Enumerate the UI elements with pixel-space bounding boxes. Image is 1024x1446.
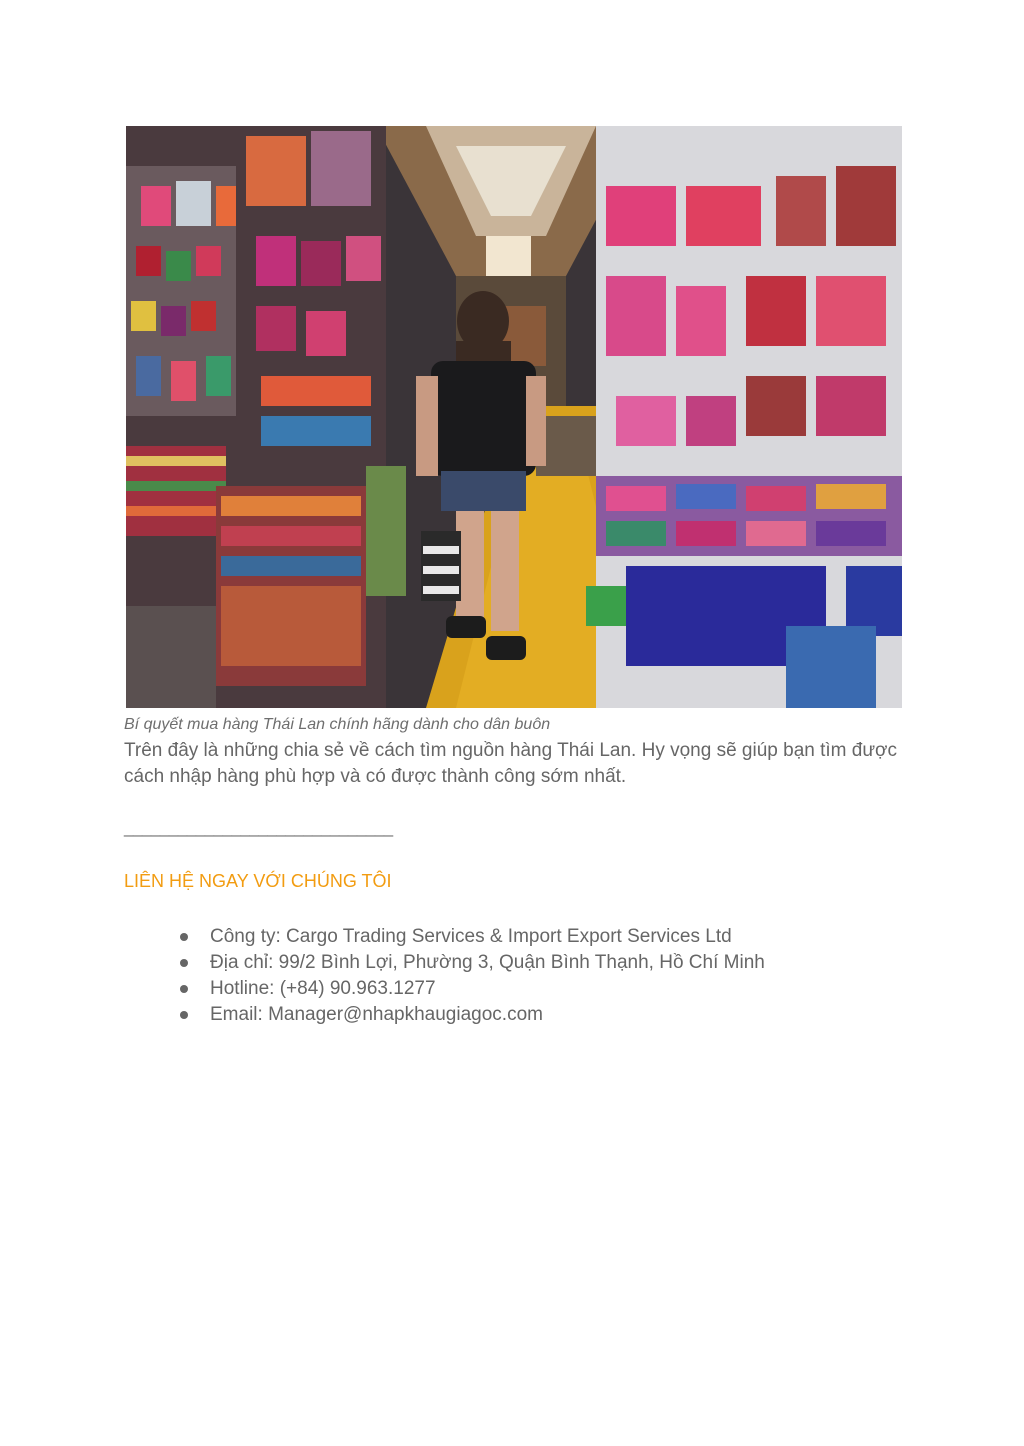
contact-item-label: Địa chỉ: 99/2 Bình Lợi, Phường 3, Quận Bình Thạnh, Hồ Chí Minh — [210, 952, 765, 973]
contact-item-company — [180, 924, 765, 950]
contact-list — [180, 924, 765, 1028]
contact-item-label: Hotline: (+84) 90.963.1277 — [210, 978, 436, 999]
bullet-icon — [180, 933, 188, 941]
contact-item-email — [180, 1002, 765, 1028]
bullet-icon — [180, 1011, 188, 1019]
contact-item-hotline — [180, 976, 765, 1002]
contact-heading: LIÊN HỆ NGAY VỚI CHÚNG TÔI — [124, 871, 392, 891]
market-photo — [126, 126, 902, 708]
image-caption: Bí quyết mua hàng Thái Lan chính hãng dành cho dân buôn — [124, 716, 551, 733]
bullet-icon — [180, 959, 188, 967]
contact-item-label: Công ty: Cargo Trading Services & Import Export Services Ltd — [210, 926, 732, 947]
separator-line: ______________________________ — [124, 818, 393, 837]
bullet-icon — [180, 985, 188, 993]
market-stalls-photo-icon — [126, 126, 902, 708]
contact-item-label: Email: Manager@nhapkhaugiagoc.com — [210, 1004, 543, 1025]
contact-item-address — [180, 950, 765, 976]
closing-paragraph: Trên đây là những chia sẻ về cách tìm nguồn hàng Thái Lan. Hy vọng sẽ giúp bạn tìm được cách nhập hàng phù hợp và có được thành công sớm nhất. — [124, 740, 898, 787]
